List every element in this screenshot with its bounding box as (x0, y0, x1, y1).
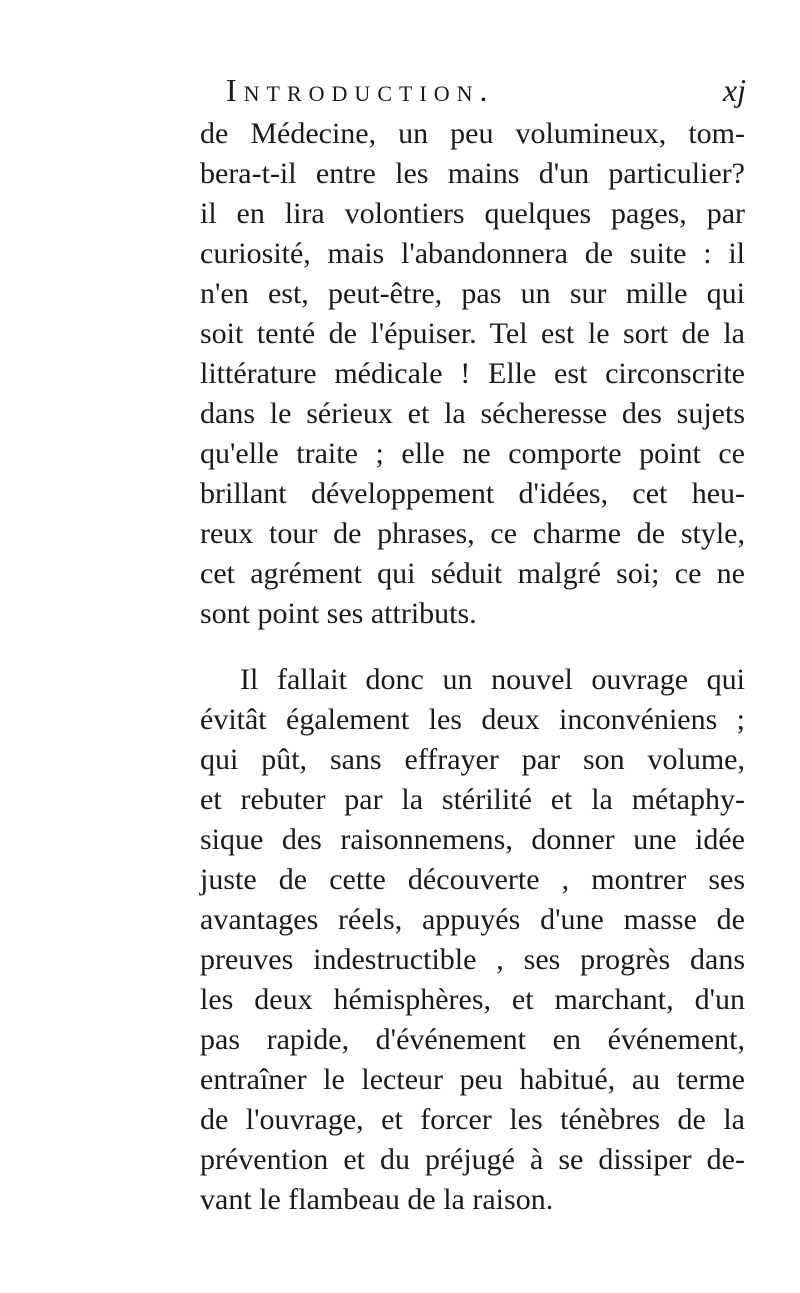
page-header (226, 72, 746, 112)
text-line: cet agrément qui séduit malgré soi; ce ne (200, 557, 745, 590)
text-line: reux tour de phrases, ce charme de style, (200, 517, 745, 550)
text-line: qu'elle traite ; elle ne comporte point ce (200, 437, 745, 470)
text-line: qui pût, sans effrayer par son volume, (200, 743, 745, 776)
text-line: vant le flambeau de la raison. (200, 1183, 554, 1216)
text-line: il en lira volontiers quelques pages, par (200, 197, 745, 230)
text-line: prévention et du préjugé à se dissiper de- (200, 1143, 745, 1176)
text-line: n'en est, peut-être, pas un sur mille qui (200, 277, 745, 310)
running-title: Introduction. (226, 72, 495, 108)
text-line: juste de cette découverte , montrer ses (200, 863, 745, 896)
text-line: littérature médicale ! Elle est circonscrite (200, 357, 745, 390)
text-line: Il fallait donc un nouvel ouvrage qui (240, 663, 745, 696)
text-line: de l'ouvrage, et forcer les ténèbres de la (200, 1103, 745, 1136)
text-line: preuves indestructible , ses progrès dans (200, 943, 745, 976)
text-line: bera-t-il entre les mains d'un particulier? (200, 157, 745, 190)
text-line: sique des raisonnemens, donner une idée (200, 823, 745, 856)
text-line: de Médecine, un peu volumineux, tom- (200, 117, 745, 150)
text-line: brillant développement d'idées, cet heu- (200, 477, 745, 510)
page-number: xj (722, 72, 746, 108)
text-line: pas rapide, d'événement en événement, (200, 1023, 745, 1056)
text-line: évitât également les deux inconvéniens ; (200, 703, 745, 736)
text-line: soit tenté de l'épuiser. Tel est le sort de la (200, 317, 745, 350)
text-line: sont point ses attributs. (200, 597, 477, 630)
text-line: avantages réels, appuyés d'une masse de (200, 903, 745, 936)
text-line: dans le sérieux et la sécheresse des sujets (200, 397, 745, 430)
text-line: curiosité, mais l'abandonnera de suite : il (200, 237, 745, 270)
text-line: et rebuter par la stérilité et la métaphy- (200, 783, 745, 816)
text-line: entraîner le lecteur peu habitué, au terme (200, 1063, 745, 1096)
text-line: les deux hémisphères, et marchant, d'un (200, 983, 745, 1016)
